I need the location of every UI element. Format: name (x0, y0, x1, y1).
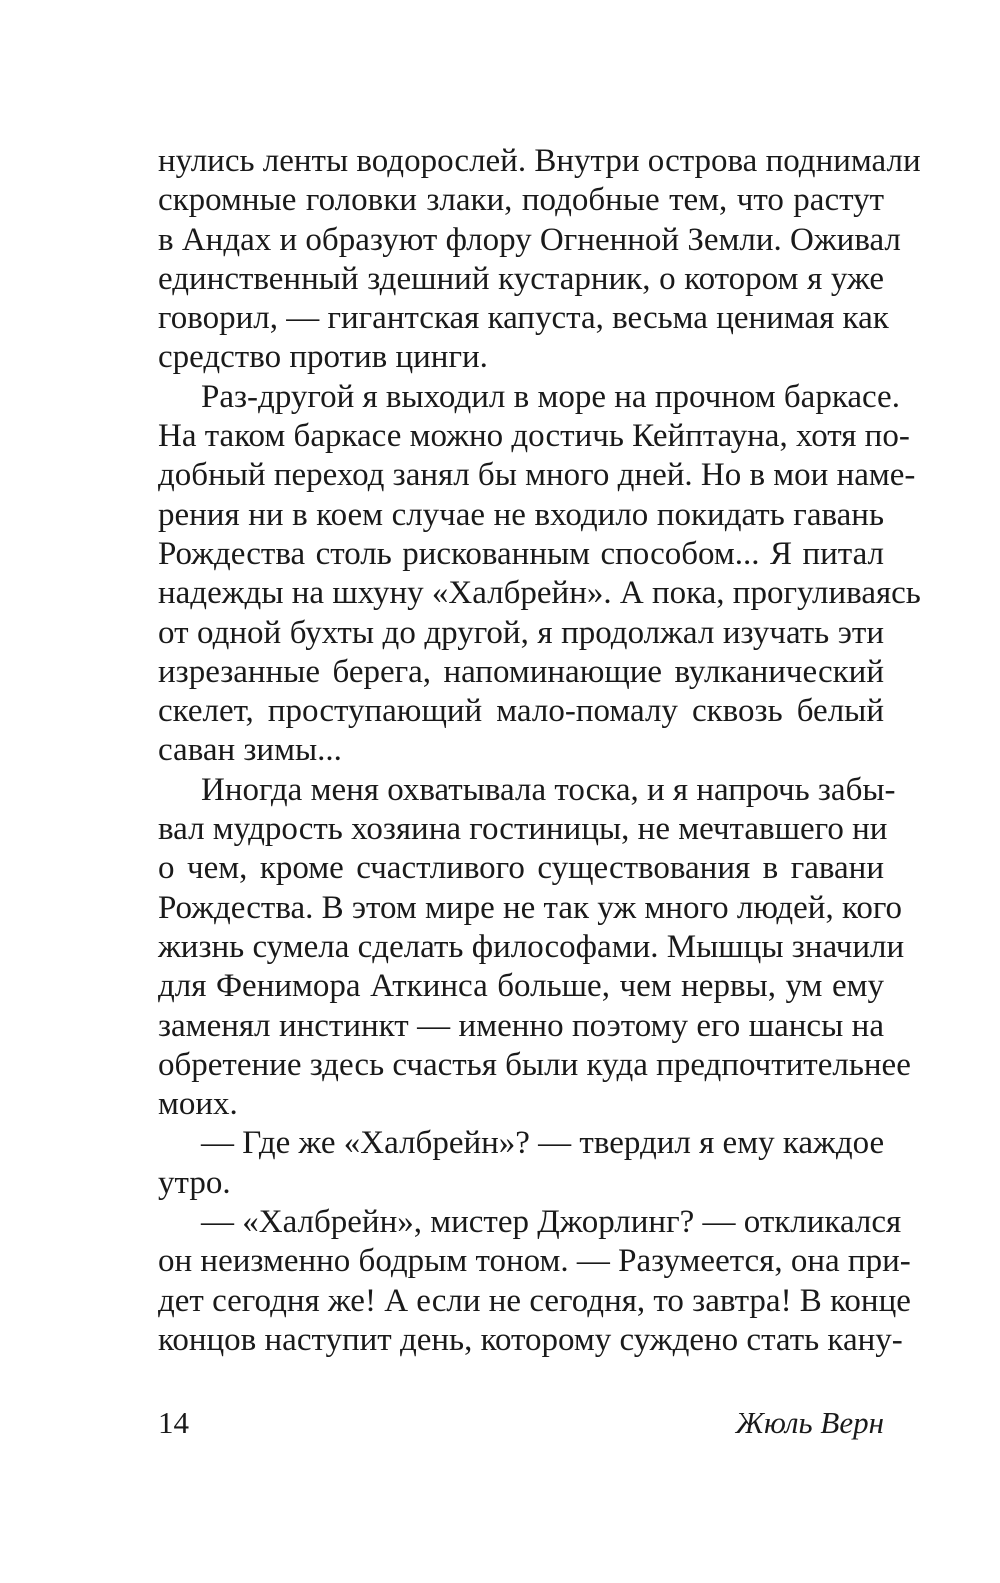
text-line: Рождества. В этом мире не так уж много людей, кого (158, 889, 903, 926)
text-line: в Андах и образуют флору Огненной Земли. Оживал (158, 221, 901, 258)
text-line: заменял инстинкт — именно поэтому его шансы на (158, 1007, 884, 1044)
text-line: скромные головки злаки, подобные тем, что растут (158, 182, 884, 219)
text-line: от одной бухты до другой, я продолжал изучать эти (158, 614, 884, 651)
text-line: саван зимы... (158, 732, 342, 769)
text-line: средство против цинги. (158, 339, 488, 376)
text-line: — «Халбрейн», мистер Джорлинг? — откликался (201, 1204, 902, 1241)
running-footer-author: Жюль Верн (735, 1405, 884, 1440)
page-number: 14 (158, 1405, 189, 1440)
text-line: моих. (158, 1086, 238, 1123)
text-line: изрезанные берега, напоминающие вулканический (158, 653, 884, 690)
text-line: Рождества столь рискованным способом... Я питал (158, 535, 884, 572)
text-line: он неизменно бодрым тоном. — Разумеется, она при- (158, 1243, 911, 1280)
text-line: Раз-другой я выходил в море на прочном баркасе. (201, 378, 900, 415)
text-line: жизнь сумела сделать философами. Мышцы значили (158, 928, 905, 965)
text-line: говорил, — гигантская капуста, весьма ценимая как (158, 300, 889, 337)
text-line: Иногда меня охватывала тоска, и я напрочь забы- (201, 771, 896, 808)
text-line: надежды на шхуну «Халбрейн». А пока, прогуливаясь (158, 575, 921, 612)
text-line: утро. (158, 1164, 231, 1201)
text-line: рения ни в коем случае не входило покидать гавань (158, 496, 884, 533)
text-line: добный переход занял бы много дней. Но в мои наме- (158, 457, 916, 494)
text-line: концов наступит день, которому суждено стать кану- (158, 1321, 903, 1358)
text-line: На таком баркасе можно достичь Кейптауна, хотя по- (158, 418, 910, 455)
text-line: обретение здесь счастья были куда предпочтительнее (158, 1046, 911, 1083)
text-line: дет сегодня же! А если не сегодня, то завтра! В конце (158, 1282, 911, 1319)
body-text (158, 142, 921, 1360)
text-line: вал мудрость хозяина гостиницы, не мечтавшего ни (158, 811, 888, 848)
text-line: о чем, кроме счастливого существования в гавани (158, 850, 884, 887)
text-line: скелет, проступающий мало-помалу сквозь белый (158, 693, 884, 730)
text-line: — Где же «Халбрейн»? — твердил я ему каждое (201, 1125, 885, 1162)
text-line: для Фенимора Аткинса больше, чем нервы, ум ему (158, 968, 884, 1005)
text-line: нулись ленты водорослей. Внутри острова поднимали (158, 143, 921, 179)
text-line: единственный здешний кустарник, о котором я уже (158, 260, 884, 297)
